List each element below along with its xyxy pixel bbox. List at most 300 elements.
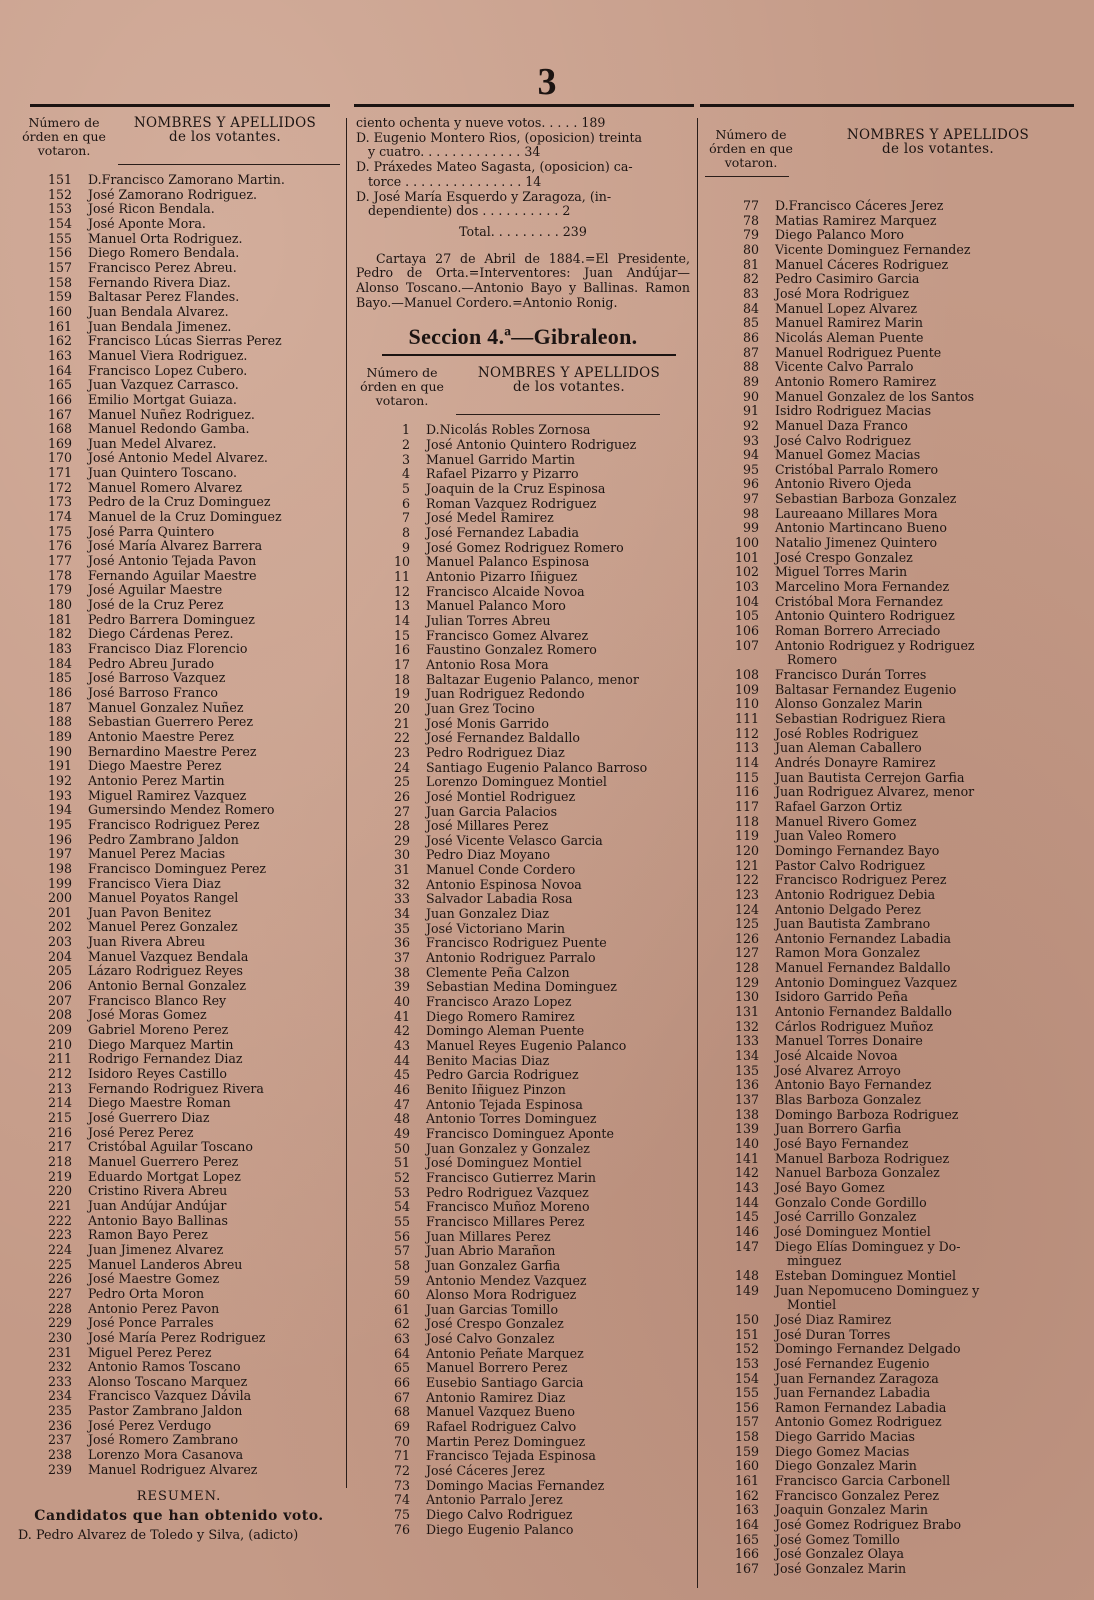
voter-name: Martin Perez Dominguez [426, 1434, 586, 1449]
order-number: 237 [47, 1432, 72, 1448]
list-item [705, 961, 1079, 976]
voter-name: Juan Vazquez Carrasco. [88, 378, 239, 393]
resumen-heading: RESUMEN. [136, 1489, 222, 1505]
order-number: 173 [47, 494, 72, 510]
list-item [356, 819, 690, 834]
order-number: 229 [47, 1315, 72, 1331]
list-item [705, 463, 1079, 478]
list-item [705, 434, 1079, 449]
voter-name: Lorenzo Dominguez Montiel [426, 775, 607, 790]
order-number: 149 [734, 1282, 759, 1298]
voter-name: Manuel Gonzalez Nuñez [88, 700, 244, 715]
order-number: 59 [393, 1272, 410, 1288]
list-item [18, 217, 340, 232]
list-item [18, 1448, 340, 1463]
list-item [705, 1547, 1079, 1562]
order-number: 75 [393, 1507, 410, 1522]
voter-name: José Carrillo Gonzalez [775, 1210, 917, 1225]
order-number: 154 [47, 215, 72, 231]
order-number: 141 [734, 1150, 759, 1166]
order-number: 69 [393, 1419, 410, 1435]
order-number: 153 [47, 201, 72, 217]
voter-name: José Diaz Ramirez [775, 1312, 892, 1327]
voter-name: Juan Bautista Zambrano [775, 917, 931, 932]
list-item [705, 302, 1079, 317]
list-item [705, 331, 1079, 346]
voter-name: Antonio Torres Dominguez [426, 1112, 597, 1127]
order-number: 21 [393, 715, 410, 731]
voter-name: Francisco Vazquez Dávila [88, 1389, 252, 1404]
order-number: 162 [47, 333, 72, 349]
voter-name: José Bayo Gomez [775, 1180, 885, 1195]
list-item [705, 844, 1079, 859]
order-number: 183 [47, 641, 72, 656]
list-item [18, 1404, 340, 1419]
list-item [705, 1357, 1079, 1372]
list-item [356, 834, 690, 849]
order-number: 62 [393, 1316, 410, 1332]
voter-name: Juan Garcia Palacios [426, 804, 558, 819]
voter-name: Alonso Mora Rodriguez [426, 1288, 577, 1303]
list-item [18, 862, 340, 877]
voter-name: Antonio Gomez Rodriguez [775, 1415, 942, 1430]
list-item [356, 1449, 690, 1464]
order-number [705, 653, 773, 668]
list-item [705, 580, 1079, 595]
voter-name: Antonio Romero Ramirez [775, 374, 936, 389]
voter-name: Juan Jimenez Alvarez [88, 1242, 224, 1257]
voter-name: Pedro Garcia Rodriguez [426, 1068, 579, 1083]
voter-name: Manuel Gonzalez de los Santos [775, 389, 975, 404]
voter-name: Emilio Mortgat Guiaza. [88, 392, 237, 407]
order-number: 150 [734, 1311, 759, 1327]
order-number: 142 [734, 1165, 759, 1181]
order-number: 91 [742, 403, 759, 419]
result-line: D. José María Esquerdo y Zaragoza, (in- [356, 188, 612, 204]
list-item [705, 800, 1079, 815]
order-number: 178 [47, 567, 72, 583]
order-number: 3 [401, 451, 410, 467]
order-number: 165 [734, 1531, 759, 1547]
list-item [705, 829, 1079, 844]
voter-name: José Medel Ramirez [426, 511, 554, 526]
voter-name: José Romero Zambrano [88, 1433, 239, 1448]
order-number: 79 [742, 227, 759, 243]
order-number: 209 [47, 1022, 72, 1038]
order-number: 106 [734, 623, 759, 639]
voter-name: Francisco Gomez Alvarez [426, 628, 589, 643]
order-number: 90 [742, 388, 759, 404]
list-item [18, 569, 340, 584]
list-item [705, 1137, 1079, 1152]
order-number: 239 [47, 1461, 72, 1477]
order-number: 168 [47, 421, 72, 437]
voter-name: José Victoriano Marin [426, 921, 565, 936]
list-item [705, 873, 1079, 888]
voter-name: Sebastian Rodriguez Riera [775, 711, 946, 726]
list-item [705, 741, 1079, 756]
list-item [705, 1562, 1079, 1577]
voter-name: Manuel Romero Alvarez [88, 480, 243, 495]
order-number: 176 [47, 538, 72, 554]
voter-name: Antonio Rodriguez Debia [775, 887, 936, 902]
voter-name: Andrés Donayre Ramirez [775, 755, 936, 770]
voter-name: José Maestre Gomez [88, 1272, 220, 1287]
order-number: 163 [47, 347, 72, 363]
voter-name: Manuel Landeros Abreu [88, 1257, 243, 1272]
order-number: 204 [47, 948, 72, 964]
order-number: 195 [47, 816, 72, 832]
voter-name: Diego Elías Dominguez y Do- [775, 1239, 961, 1254]
list-item [18, 1287, 340, 1302]
voter-name: José Antonio Medel Alvarez. [88, 451, 268, 466]
voter-name: Clemente Peña Calzon [426, 965, 570, 980]
list-item [18, 1052, 340, 1067]
order-number: 11 [393, 569, 410, 584]
voter-name: Manuel Conde Cordero [426, 863, 576, 878]
voter-name: Diego Romero Bendala. [88, 246, 240, 261]
list-item [705, 712, 1079, 727]
order-number: 202 [47, 919, 72, 935]
list-item [705, 492, 1079, 507]
order-number: 182 [47, 626, 72, 642]
order-number: 207 [47, 992, 72, 1008]
list-item [18, 730, 340, 745]
order-number: 161 [734, 1473, 759, 1489]
list-item [18, 393, 340, 408]
list-item [705, 1196, 1079, 1211]
voter-name: Matias Ramirez Marquez [775, 213, 937, 228]
list-item [18, 1375, 340, 1390]
list-item [705, 316, 1079, 331]
voter-name: Domingo Fernandez Bayo [775, 843, 940, 858]
voter-name: Antonio Maestre Perez [88, 729, 234, 744]
result-line: D. Eugenio Montero Rios, (oposicion) treinta [356, 129, 643, 145]
order-number: 45 [393, 1067, 410, 1083]
voter-name: Pedro Barrera Dominguez [88, 612, 255, 627]
order-number: 125 [734, 916, 759, 932]
voter-name: Eduardo Mortgat Lopez [88, 1169, 241, 1184]
list-item [356, 687, 690, 702]
voter-name: Joaquin Gonzalez Marin [775, 1503, 929, 1518]
voter-name: Antonio Rosa Mora [426, 657, 549, 672]
voter-name: Gabriel Moreno Perez [88, 1023, 229, 1038]
list-item [705, 1415, 1079, 1430]
list-item [356, 1039, 690, 1054]
order-number: 128 [734, 960, 759, 976]
voter-name: Antonio Fernandez Labadia [775, 931, 952, 946]
closing-paragraph: Cartaya 27 de Abril de 1884.=El Presidente, Pedro de Orta.=Interventores: Juan Andújar—Alonso Toscano.—Antonio Bayo y Ballinas. Ramon Bayo.—Manuel Cordero.=Antonio Ronig. [356, 250, 690, 310]
list-item [356, 658, 690, 673]
voter-name: Francisco Dominguez Perez [88, 861, 267, 876]
list-item [705, 404, 1079, 419]
voter-name: Antonio Dominguez Vazquez [775, 975, 957, 990]
list-item [356, 1156, 690, 1171]
candidate-line: D. Pedro Alvarez de Toledo y Silva, (adicto) [18, 1528, 299, 1544]
order-number: 151 [734, 1326, 759, 1342]
order-number: 193 [47, 787, 72, 803]
list-item [18, 349, 340, 364]
voter-name: Manuel Reyes Eugenio Palanco [426, 1039, 627, 1053]
voter-name: Esteban Dominguez Montiel [775, 1268, 957, 1283]
order-number: 151 [47, 172, 72, 187]
voter-name: Pedro Abreu Jurado [88, 656, 215, 671]
order-number: 68 [393, 1404, 410, 1420]
voter-name: Antonio Perez Pavon [88, 1301, 220, 1316]
voter-name: Francisco Rodriguez Puente [426, 936, 607, 951]
order-number: 122 [734, 872, 759, 888]
order-number: 159 [47, 289, 72, 305]
voter-name: Diego Marquez Martin [88, 1037, 234, 1052]
voter-name: Domingo Aleman Puente [426, 1024, 585, 1039]
order-number: 213 [47, 1080, 72, 1096]
voter-name: Benito Iñiguez Pinzon [426, 1082, 566, 1097]
voter-name: José Gonzalez Olaya [775, 1547, 905, 1562]
voter-name: Antonio Fernandez Baldallo [775, 1005, 952, 1020]
order-number: 220 [47, 1183, 72, 1199]
voter-name: Francisco Lopez Cubero. [88, 363, 248, 378]
column-3 [705, 116, 1079, 1577]
list-item [705, 565, 1079, 580]
list-item [705, 1254, 1079, 1269]
list-item [705, 815, 1079, 830]
list-item [18, 1302, 340, 1317]
order-number: 103 [734, 579, 759, 595]
list-item [18, 1067, 340, 1082]
list-item [356, 1508, 690, 1523]
list-item [705, 1005, 1079, 1020]
voter-name: José Ponce Parrales [88, 1316, 214, 1331]
voter-name: Antonio Perez Martin [88, 773, 225, 788]
order-number: 153 [734, 1355, 759, 1371]
order-number: 159 [734, 1443, 759, 1459]
voter-name: Francisco Garcia Carbonell [775, 1474, 951, 1489]
list-item [356, 570, 690, 585]
order-number: 146 [734, 1223, 759, 1239]
order-number: 232 [47, 1359, 72, 1375]
order-number: 191 [47, 758, 72, 774]
voter-name: Manuel Perez Macias [88, 847, 226, 862]
order-number: 2 [401, 437, 410, 453]
order-number: 28 [393, 818, 410, 834]
list-item [18, 495, 340, 510]
voter-name: Isidoro Reyes Castillo [88, 1067, 228, 1082]
voter-name: Pedro de la Cruz Dominguez [88, 495, 271, 510]
list-item [18, 1360, 340, 1375]
list-item [705, 917, 1079, 932]
voter-name: José Vicente Velasco Garcia [426, 833, 603, 848]
list-item [705, 1078, 1079, 1093]
voter-name: José María Perez Rodriguez [88, 1330, 266, 1345]
voter-name: Diego Garrido Macias [775, 1430, 915, 1445]
list-item [356, 497, 690, 512]
voter-name: Juan Grez Tocino [426, 701, 535, 716]
list-item [18, 466, 340, 481]
list-item [705, 1049, 1079, 1064]
order-number: 164 [734, 1517, 759, 1533]
list-item [18, 789, 340, 804]
order-number: 73 [393, 1477, 410, 1493]
order-number: 156 [734, 1399, 759, 1415]
voter-name: Sebastian Guerrero Perez [88, 715, 254, 730]
voter-name: Antonio Rivero Ojeda [775, 477, 912, 492]
list-item [356, 790, 690, 805]
list-item [18, 1140, 340, 1155]
order-number: 157 [734, 1414, 759, 1430]
list-item [705, 1459, 1079, 1474]
list-item [18, 1419, 340, 1434]
list-item [18, 481, 340, 496]
voter-name: Miguel Ramirez Vazquez [88, 788, 247, 803]
voter-name: Juan Fernandez Labadia [775, 1386, 931, 1401]
voter-name: Cristóbal Mora Fernandez [775, 594, 943, 609]
order-number: 7 [401, 510, 410, 526]
order-number: 51 [393, 1155, 410, 1171]
result-line: y cuatro. . . . . . . . . . . . . 34 [368, 144, 541, 160]
list-item [18, 290, 340, 305]
list-item [705, 756, 1079, 771]
list-item [705, 1372, 1079, 1387]
order-number: 35 [393, 920, 410, 936]
voter-name: Juan Gonzalez Diaz [426, 907, 550, 922]
list-item [356, 1142, 690, 1157]
voter-name: Francisco Lúcas Sierras Perez [88, 334, 282, 349]
voter-name: Alonso Toscano Marquez [88, 1374, 248, 1389]
order-number: 139 [734, 1121, 759, 1137]
list-item [356, 1200, 690, 1215]
order-number: 226 [47, 1271, 72, 1287]
order-number: 133 [734, 1033, 759, 1049]
voter-name: Salvador Labadia Rosa [426, 892, 573, 907]
voter-name: Bernardino Maestre Perez [88, 744, 257, 759]
voter-name: Manuel Cáceres Rodriguez [775, 257, 949, 272]
list-item [705, 990, 1079, 1005]
list-item [18, 715, 340, 730]
order-number: 34 [393, 906, 410, 922]
list-item [18, 774, 340, 789]
voter-name: Julian Torres Abreu [426, 613, 551, 628]
order-number: 132 [734, 1018, 759, 1034]
voter-name: Antonio Bernal Gonzalez [88, 979, 246, 994]
order-number: 203 [47, 934, 72, 950]
list-item [356, 541, 690, 556]
list-item [705, 419, 1079, 434]
order-number: 188 [47, 714, 72, 730]
voter-name: Antonio Peñate Marquez [426, 1346, 584, 1361]
voter-name: Juan Bautista Cerrejon Garfia [775, 770, 965, 785]
voter-name: Baltazar Eugenio Palanco, menor [426, 672, 639, 687]
top-rule [30, 104, 330, 107]
order-number: 8 [401, 525, 410, 541]
list-item [705, 243, 1079, 258]
order-number: 233 [47, 1373, 72, 1389]
order-number: 143 [734, 1179, 759, 1195]
list-item [705, 477, 1079, 492]
voter-name: Fernando Rivera Diaz. [88, 275, 231, 290]
list-item [18, 1023, 340, 1038]
list-item [356, 1405, 690, 1420]
order-number: 1 [401, 422, 410, 438]
voter-name: Antonio Pizarro Iñiguez [426, 570, 578, 584]
order-number: 155 [734, 1385, 759, 1401]
order-number: 115 [734, 769, 759, 785]
voter-name: Benito Macias Diaz [426, 1053, 550, 1068]
order-number: 221 [47, 1197, 72, 1213]
header-rule [118, 164, 340, 165]
list-item [356, 702, 690, 717]
voter-name: Baltasar Fernandez Eugenio [775, 682, 957, 697]
voter-name: Francisco Gutierrez Marin [426, 1170, 596, 1185]
list-item [356, 863, 690, 878]
voter-name: José Aponte Mora. [88, 216, 206, 231]
order-number: 163 [734, 1502, 759, 1518]
list-item [18, 964, 340, 979]
voter-name: José Calvo Gonzalez [426, 1332, 555, 1347]
order-number: 212 [47, 1066, 72, 1082]
header-name-col: NOMBRES Y APELLIDOS de los votantes. [133, 115, 317, 145]
list-item [705, 639, 1079, 654]
voter-name: Francisco Alcaide Novoa [426, 584, 585, 599]
voter-name: Juan Rivera Abreu [88, 935, 206, 950]
list-item [18, 554, 340, 569]
voter-name: Rafael Garzon Ortiz [775, 799, 902, 814]
order-number: 15 [393, 627, 410, 643]
order-number: 46 [393, 1081, 410, 1097]
order-number: 167 [47, 406, 72, 422]
order-number: 171 [47, 465, 72, 481]
list-item [705, 1093, 1079, 1108]
list-item [705, 1284, 1079, 1299]
page-number: 3 [537, 61, 557, 103]
order-number: 127 [734, 945, 759, 961]
voter-name: José Moras Gomez [88, 1008, 207, 1023]
list-item [705, 228, 1079, 243]
result-line: D. Práxedes Mateo Sagasta, (oposicion) ca- [356, 159, 633, 175]
voter-name: Manuel Vazquez Bendala [88, 949, 249, 964]
order-number: 4 [401, 466, 410, 482]
voter-name: Juan Borrero Garfia [775, 1122, 902, 1137]
list-item [705, 551, 1079, 566]
voter-name: Montiel [787, 1298, 837, 1313]
voter-name: José Fernandez Eugenio [775, 1356, 930, 1371]
list-item [356, 1391, 690, 1406]
voter-name: Diego Calvo Rodriguez [426, 1508, 573, 1522]
voter-name: José Perez Verdugo [88, 1418, 212, 1433]
list-item [705, 609, 1079, 624]
list-item [356, 1244, 690, 1259]
voter-name: José Perez Perez [88, 1125, 194, 1140]
list-item [18, 642, 340, 657]
order-number: 49 [393, 1125, 410, 1141]
list-item [705, 1313, 1079, 1328]
order-number: 206 [47, 978, 72, 994]
list-item [18, 979, 340, 994]
voter-name: Antonio Martincano Bueno [775, 521, 947, 536]
voter-name: Antonio Rodriguez Parralo [426, 951, 596, 966]
list-item [18, 525, 340, 540]
list-item [356, 1303, 690, 1318]
voter-name: Laureaano Millares Mora [775, 506, 938, 521]
list-item [705, 888, 1079, 903]
order-number: 223 [47, 1227, 72, 1243]
order-number: 77 [742, 198, 759, 213]
voter-name: Juan Pavon Benitez [88, 905, 212, 920]
list-item [356, 555, 690, 570]
order-number: 129 [734, 974, 759, 990]
voter-name: José Dominguez Montiel [775, 1224, 931, 1239]
list-item [705, 727, 1079, 742]
order-number: 222 [47, 1212, 72, 1228]
